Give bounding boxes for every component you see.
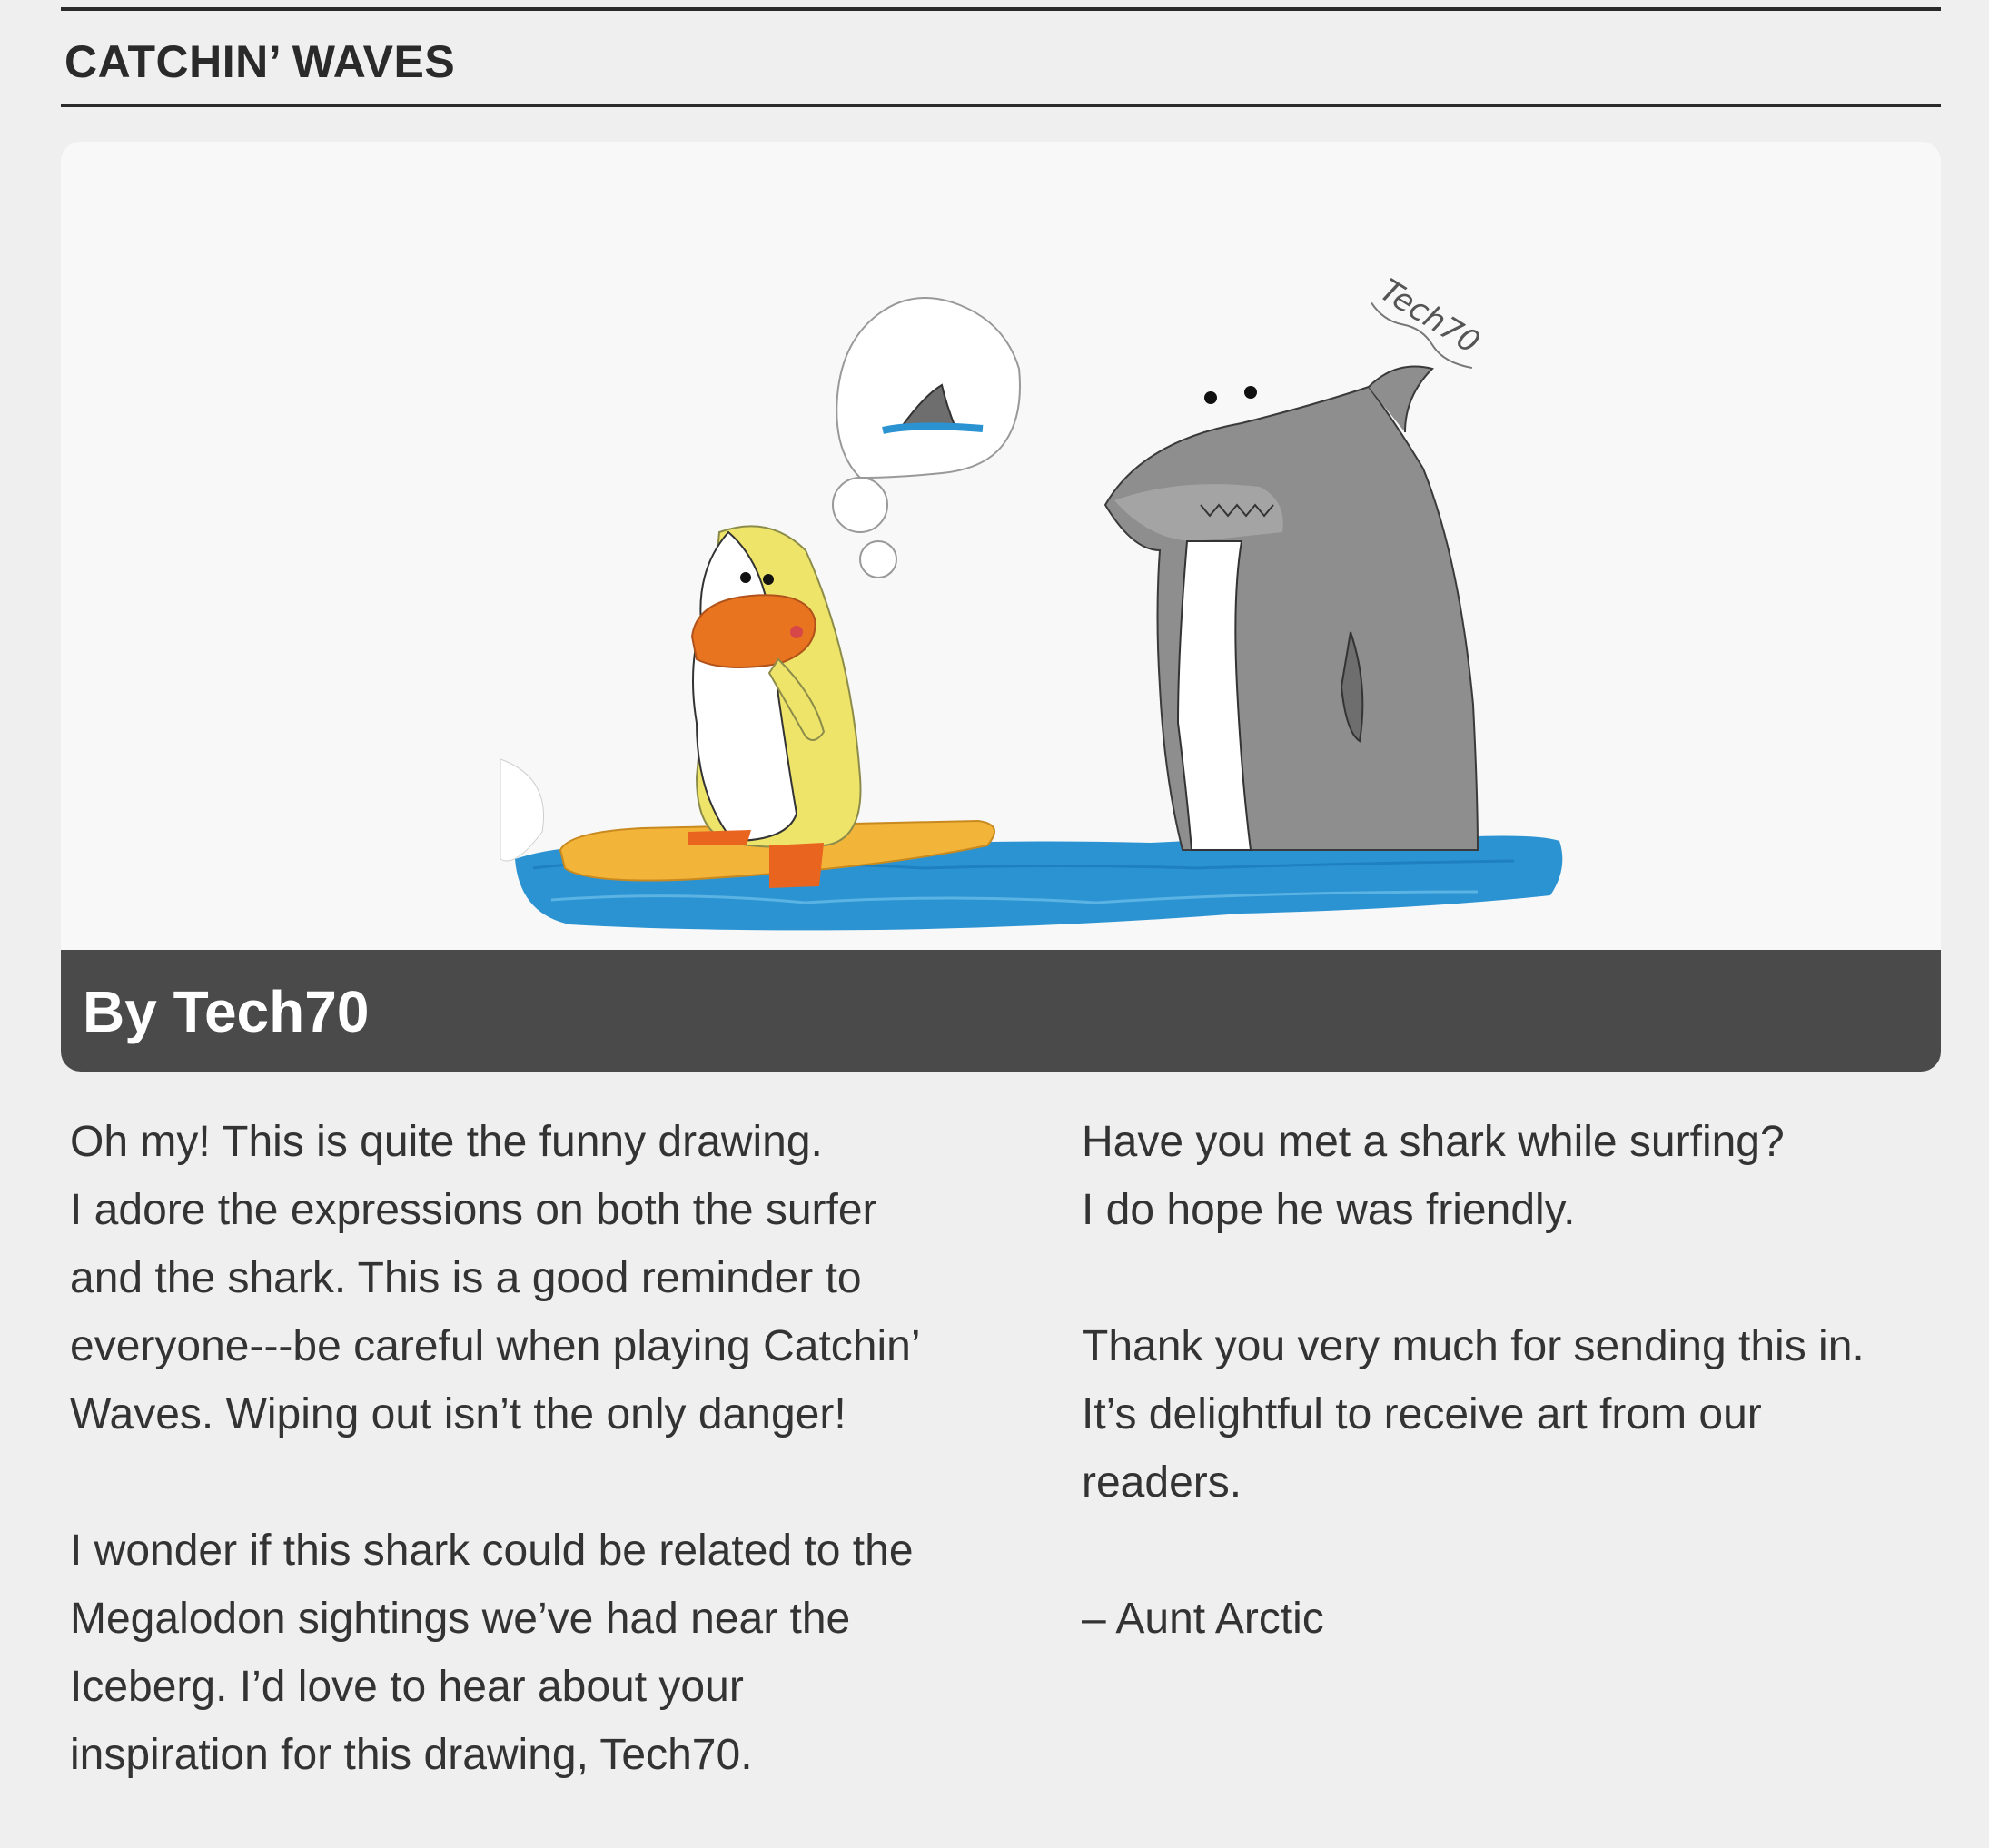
paragraph-gap xyxy=(1082,1517,1972,1585)
letter-line: inspiration for this drawing, Tech70. xyxy=(70,1731,753,1779)
letter-line: I do hope he was friendly. xyxy=(1082,1186,1576,1234)
letter-line: readers. xyxy=(1082,1458,1242,1507)
svg-text:Tech70: Tech70 xyxy=(1373,272,1487,361)
letter-line: Waves. Wiping out isn’t the only danger! xyxy=(70,1390,846,1438)
byline-bar xyxy=(61,950,1941,1072)
letter-column-left xyxy=(70,1108,1033,1789)
letter-line: everyone---be careful when playing Catchin’ xyxy=(70,1322,921,1370)
letter-line: Have you met a shark while surfing? xyxy=(1082,1118,1785,1166)
letter-line: It’s delightful to receive art from our xyxy=(1082,1390,1762,1438)
letter-line: I adore the expressions on both the surfer xyxy=(70,1186,877,1234)
title-underline xyxy=(61,104,1941,107)
letter-line: and the shark. This is a good reminder to xyxy=(70,1254,862,1302)
letter-line: Iceberg. I’d love to hear about your xyxy=(70,1663,744,1711)
paragraph-gap xyxy=(1082,1244,1972,1312)
letter-column-right xyxy=(1082,1108,1972,1653)
paragraph-gap xyxy=(70,1448,1033,1517)
letter-line: Oh my! This is quite the funny drawing. xyxy=(70,1118,823,1166)
letter-signoff: – Aunt Arctic xyxy=(1082,1595,1324,1643)
artwork-illustration xyxy=(61,142,1941,950)
section-title: CATCHIN’ WAVES xyxy=(64,36,456,87)
artwork-card xyxy=(61,142,1941,1072)
letter-line: Thank you very much for sending this in. xyxy=(1082,1322,1865,1370)
byline: By Tech70 xyxy=(83,979,370,1044)
letter-line: Megalodon sightings we’ve had near the xyxy=(70,1595,851,1643)
letter-line: I wonder if this shark could be related to the xyxy=(70,1527,914,1575)
top-rule xyxy=(61,7,1941,11)
